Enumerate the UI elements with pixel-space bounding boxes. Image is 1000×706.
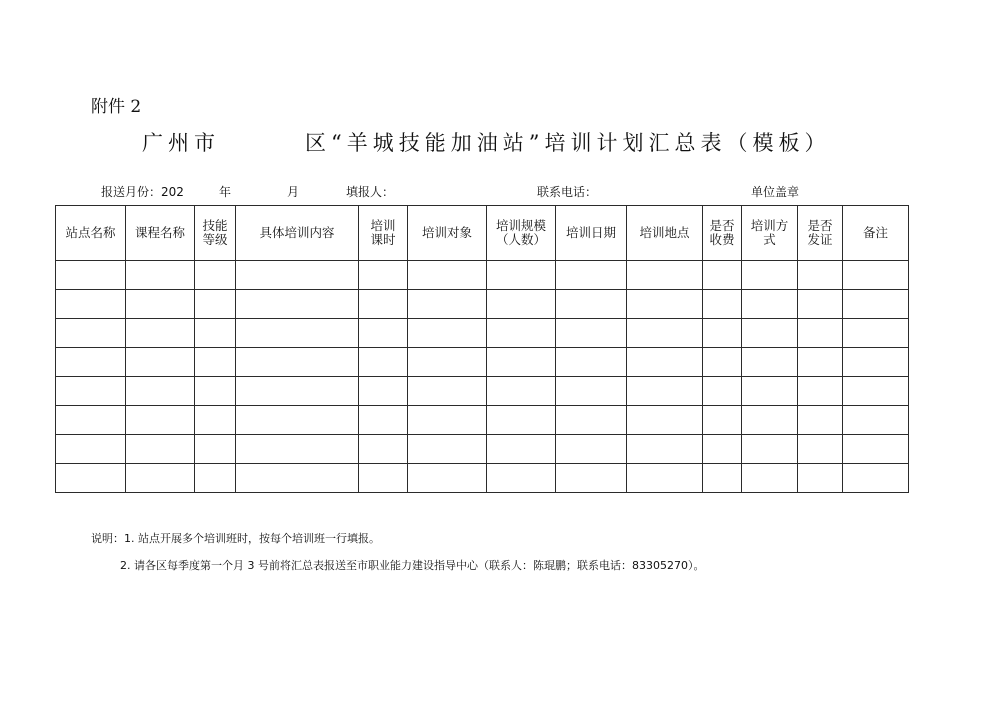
table-cell[interactable] bbox=[408, 348, 487, 377]
table-cell[interactable] bbox=[236, 377, 359, 406]
table-cell[interactable] bbox=[487, 464, 556, 493]
table-cell[interactable] bbox=[487, 319, 556, 348]
table-cell[interactable] bbox=[703, 319, 742, 348]
header-row bbox=[56, 206, 909, 261]
table-cell[interactable] bbox=[195, 319, 236, 348]
table-cell[interactable] bbox=[843, 348, 909, 377]
table-cell[interactable] bbox=[798, 464, 843, 493]
table-cell[interactable] bbox=[703, 261, 742, 290]
training-plan-table bbox=[55, 205, 909, 493]
table-cell[interactable] bbox=[843, 377, 909, 406]
column-header-line: 培训方 bbox=[750, 218, 789, 233]
table-row bbox=[56, 319, 909, 348]
table-cell[interactable] bbox=[556, 319, 627, 348]
table-header bbox=[56, 206, 909, 261]
table-cell[interactable] bbox=[195, 406, 236, 435]
table-cell[interactable] bbox=[843, 435, 909, 464]
table-cell[interactable] bbox=[627, 377, 703, 406]
table-row bbox=[56, 435, 909, 464]
table-cell[interactable] bbox=[843, 406, 909, 435]
column-header-line: 具体培训内容 bbox=[259, 225, 335, 240]
note-line-1: 说明：1. 站点开展多个培训班时，按每个培训班一行填报。 bbox=[91, 532, 380, 545]
table-cell[interactable] bbox=[627, 261, 703, 290]
table-cell[interactable] bbox=[742, 348, 798, 377]
table-cell[interactable] bbox=[742, 261, 798, 290]
table-cell[interactable] bbox=[126, 290, 195, 319]
table-row bbox=[56, 261, 909, 290]
table-cell[interactable] bbox=[126, 377, 195, 406]
column-header-line: 是否 bbox=[807, 218, 833, 233]
column-header-line: 技能 bbox=[202, 218, 228, 233]
phone-label: 联系电话： bbox=[537, 185, 598, 199]
table-cell[interactable] bbox=[408, 464, 487, 493]
table-cell[interactable] bbox=[843, 261, 909, 290]
column-header-line: 备注 bbox=[862, 225, 888, 240]
column-header bbox=[487, 206, 556, 261]
table-cell[interactable] bbox=[236, 319, 359, 348]
table-cell[interactable] bbox=[236, 290, 359, 319]
table-cell[interactable] bbox=[359, 406, 408, 435]
table-cell[interactable] bbox=[703, 406, 742, 435]
table-cell[interactable] bbox=[742, 377, 798, 406]
table-cell[interactable] bbox=[126, 319, 195, 348]
column-header-line: 课程名称 bbox=[134, 225, 185, 240]
column-header-line: 培训日期 bbox=[565, 225, 616, 240]
table-cell[interactable] bbox=[843, 464, 909, 493]
table-cell[interactable] bbox=[627, 319, 703, 348]
table-cell[interactable] bbox=[236, 348, 359, 377]
table-cell[interactable] bbox=[843, 319, 909, 348]
column-header-line: 培训 bbox=[370, 218, 396, 233]
note-line-2: 2. 请各区每季度第一个月 3 号前将汇总表报送至市职业能力建设指导中心（联系人：陈琨鹏；联系电话：83305270）。 bbox=[120, 559, 705, 572]
table-cell[interactable] bbox=[359, 290, 408, 319]
table-row bbox=[56, 406, 909, 435]
table-cell[interactable] bbox=[56, 261, 126, 290]
table-cell[interactable] bbox=[703, 377, 742, 406]
table-cell[interactable] bbox=[195, 290, 236, 319]
table-cell[interactable] bbox=[742, 319, 798, 348]
column-header bbox=[703, 206, 742, 261]
table-cell[interactable] bbox=[798, 406, 843, 435]
table-cell[interactable] bbox=[627, 435, 703, 464]
table-cell[interactable] bbox=[56, 348, 126, 377]
table-cell[interactable] bbox=[487, 377, 556, 406]
table-cell[interactable] bbox=[408, 290, 487, 319]
table-cell[interactable] bbox=[126, 348, 195, 377]
column-header bbox=[56, 206, 126, 261]
column-header-line: 课时 bbox=[370, 232, 396, 247]
table-cell[interactable] bbox=[408, 319, 487, 348]
table-cell[interactable] bbox=[487, 290, 556, 319]
column-header bbox=[195, 206, 236, 261]
title-main: 区“羊城技能加油站”培训计划汇总表（模板） bbox=[305, 131, 831, 155]
table-cell[interactable] bbox=[798, 319, 843, 348]
table-cell[interactable] bbox=[798, 261, 843, 290]
table-cell[interactable] bbox=[126, 464, 195, 493]
table-cell[interactable] bbox=[556, 261, 627, 290]
column-header bbox=[627, 206, 703, 261]
month-label: 月 bbox=[287, 185, 300, 199]
table-cell[interactable] bbox=[556, 348, 627, 377]
table-cell[interactable] bbox=[408, 261, 487, 290]
table-cell[interactable] bbox=[556, 464, 627, 493]
table-cell[interactable] bbox=[798, 435, 843, 464]
table-body bbox=[56, 261, 909, 493]
column-header-line: 发证 bbox=[807, 232, 833, 247]
column-header bbox=[798, 206, 843, 261]
column-header-line: 是否 bbox=[709, 218, 735, 233]
table-cell[interactable] bbox=[703, 435, 742, 464]
table-row bbox=[56, 464, 909, 493]
table-row bbox=[56, 290, 909, 319]
seal-label: 单位盖章 bbox=[751, 185, 800, 199]
table-cell[interactable] bbox=[627, 348, 703, 377]
table-cell[interactable] bbox=[487, 406, 556, 435]
table-cell[interactable] bbox=[556, 290, 627, 319]
table-cell[interactable] bbox=[742, 435, 798, 464]
table-cell[interactable] bbox=[487, 348, 556, 377]
column-header-line: 培训对象 bbox=[421, 225, 472, 240]
table-cell[interactable] bbox=[236, 261, 359, 290]
table-cell[interactable] bbox=[195, 435, 236, 464]
table-cell[interactable] bbox=[556, 406, 627, 435]
table-cell[interactable] bbox=[487, 435, 556, 464]
column-header bbox=[126, 206, 195, 261]
column-header-line: 培训规模 bbox=[495, 218, 546, 233]
table-cell[interactable] bbox=[742, 406, 798, 435]
table-cell[interactable] bbox=[195, 261, 236, 290]
column-header bbox=[843, 206, 909, 261]
table-cell[interactable] bbox=[798, 348, 843, 377]
column-header-line: 站点名称 bbox=[65, 225, 116, 240]
table-cell[interactable] bbox=[236, 464, 359, 493]
column-header-line: 式 bbox=[763, 232, 776, 247]
table-cell[interactable] bbox=[627, 464, 703, 493]
table-cell[interactable] bbox=[742, 464, 798, 493]
column-header-line: 培训地点 bbox=[639, 225, 690, 240]
column-header bbox=[236, 206, 359, 261]
table-cell[interactable] bbox=[703, 290, 742, 319]
table-cell[interactable] bbox=[742, 290, 798, 319]
table-cell[interactable] bbox=[487, 261, 556, 290]
table-cell[interactable] bbox=[126, 406, 195, 435]
table-row bbox=[56, 377, 909, 406]
table-cell[interactable] bbox=[56, 406, 126, 435]
table-cell[interactable] bbox=[56, 319, 126, 348]
table-cell[interactable] bbox=[56, 464, 126, 493]
table-cell[interactable] bbox=[56, 377, 126, 406]
report-month-label: 报送月份：202 bbox=[101, 185, 184, 199]
table-cell[interactable] bbox=[703, 348, 742, 377]
table-cell[interactable] bbox=[627, 406, 703, 435]
column-header bbox=[556, 206, 627, 261]
table-cell[interactable] bbox=[359, 319, 408, 348]
column-header bbox=[408, 206, 487, 261]
table-cell[interactable] bbox=[798, 290, 843, 319]
table-cell[interactable] bbox=[236, 435, 359, 464]
filler-label: 填报人： bbox=[346, 185, 395, 199]
table-cell[interactable] bbox=[798, 377, 843, 406]
table-cell[interactable] bbox=[556, 377, 627, 406]
title-city: 广州市 bbox=[142, 131, 220, 155]
table-cell[interactable] bbox=[556, 435, 627, 464]
table-cell[interactable] bbox=[627, 290, 703, 319]
year-label: 年 bbox=[219, 185, 232, 199]
table-cell[interactable] bbox=[195, 377, 236, 406]
table-cell[interactable] bbox=[408, 377, 487, 406]
column-header-line: （人数） bbox=[495, 232, 546, 247]
table-cell[interactable] bbox=[843, 290, 909, 319]
table-cell[interactable] bbox=[126, 261, 195, 290]
column-header bbox=[742, 206, 798, 261]
table-cell[interactable] bbox=[126, 435, 195, 464]
table-cell[interactable] bbox=[195, 464, 236, 493]
table-cell[interactable] bbox=[359, 348, 408, 377]
table-cell[interactable] bbox=[359, 435, 408, 464]
table-cell[interactable] bbox=[359, 464, 408, 493]
table-cell[interactable] bbox=[359, 261, 408, 290]
table-row bbox=[56, 348, 909, 377]
table-cell[interactable] bbox=[195, 348, 236, 377]
table-cell[interactable] bbox=[408, 406, 487, 435]
table-cell[interactable] bbox=[703, 464, 742, 493]
table-cell[interactable] bbox=[236, 406, 359, 435]
table-cell[interactable] bbox=[359, 377, 408, 406]
table-cell[interactable] bbox=[56, 435, 126, 464]
column-header-line: 收费 bbox=[709, 232, 735, 247]
column-header-line: 等级 bbox=[202, 232, 228, 247]
table-cell[interactable] bbox=[408, 435, 487, 464]
attachment-label: 附件 2 bbox=[91, 97, 142, 117]
column-header bbox=[359, 206, 408, 261]
table-cell[interactable] bbox=[56, 290, 126, 319]
